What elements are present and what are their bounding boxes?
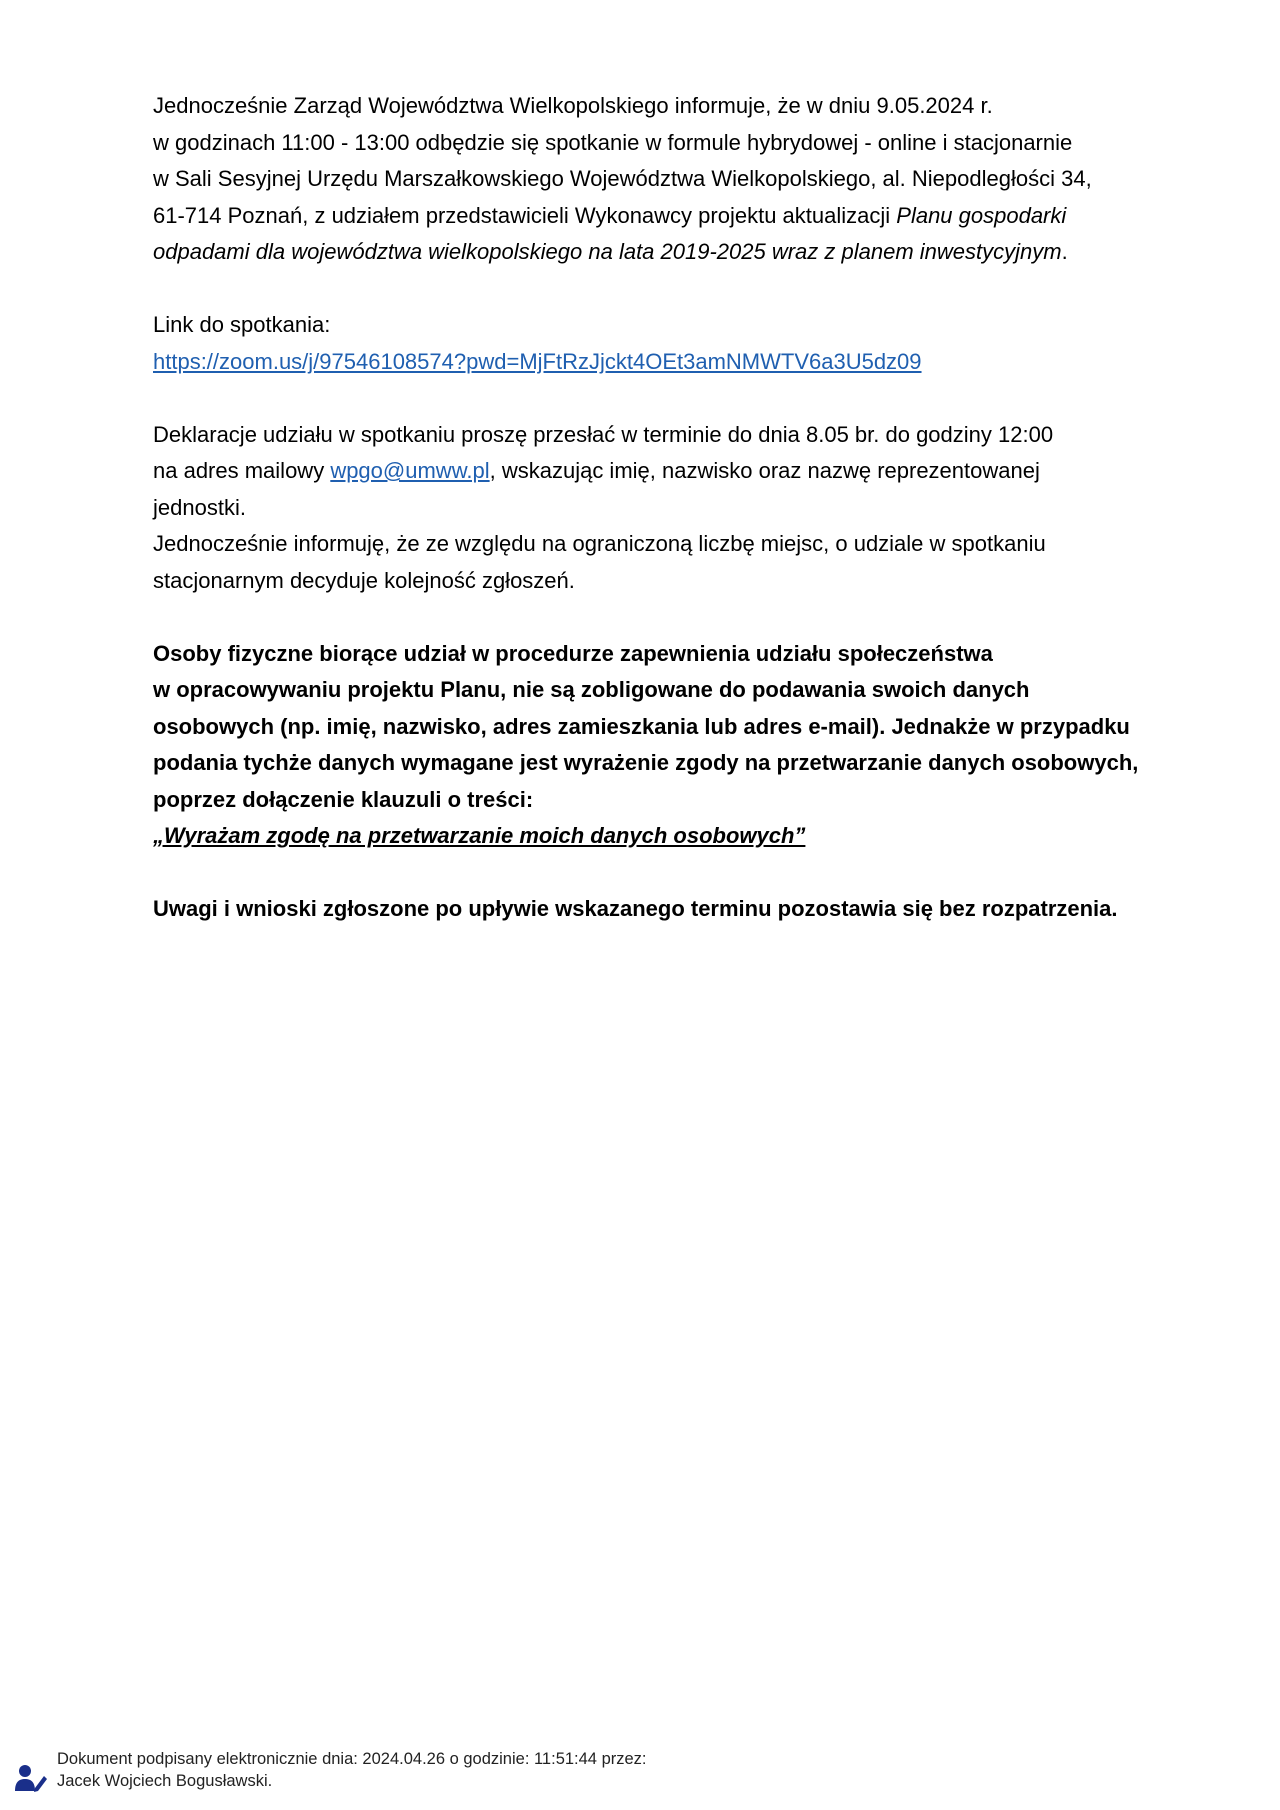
text-line: Jednocześnie informuję, że ze względu na ograniczoną liczbę miejsc, o udziale w spotkaniu	[153, 531, 1046, 556]
spacer	[153, 599, 1173, 636]
text-line: jednostki.	[153, 494, 246, 520]
plan-title-italic: odpadami dla województwa wielkopolskiego na lata 2019-2025 wraz z planem inwestycyjnym	[153, 239, 1062, 264]
spacer	[153, 271, 1173, 308]
meeting-announcement-paragraph	[153, 88, 1173, 271]
plan-title-italic: Planu gospodarki	[896, 202, 1067, 228]
text-line	[153, 234, 1173, 271]
text-line: w opracowywaniu projektu Planu, nie są zobligowane do podawania swoich danych	[153, 677, 1030, 702]
text-segment: , wskazując imię, nazwisko oraz nazwę reprezentowanej	[489, 458, 1040, 483]
text-line: w Sali Sesyjnej Urzędu Marszałkowskiego Województwa Wielkopolskiego, al. Niepodległości 34,	[153, 166, 1092, 191]
text-segment: na adres mailowy	[153, 458, 331, 483]
text-line: osobowych (np. imię, nazwisko, adres zamieszkania lub adres e-mail). Jednakże w przypadku	[153, 713, 1130, 739]
text-line: stacjonarnym decyduje kolejność zgłoszeń.	[153, 567, 575, 593]
electronic-signature-footer	[14, 1748, 774, 1798]
spacer	[153, 380, 1173, 417]
meeting-link-label: Link do spotkania:	[153, 312, 331, 337]
text-segment: 61-714 Poznań, z udziałem przedstawicieli Wykonawcy projektu aktualizacji	[153, 202, 897, 228]
text-line: poprzez dołączenie klauzuli o treści:	[153, 786, 534, 812]
text-line: w godzinach 11:00 - 13:00 odbędzie się spotkanie w formule hybrydowej - online i stacjonarnie	[153, 129, 1073, 155]
meeting-link-section	[153, 307, 1173, 380]
declaration-paragraph	[153, 417, 1173, 600]
text-line: podania tychże danych wymagane jest wyrażenie zgody na przetwarzanie danych osobowych,	[153, 750, 1139, 775]
spacer	[153, 855, 1173, 892]
email-link[interactable]: wpgo@umww.pl	[330, 458, 490, 483]
signature-info	[57, 1748, 647, 1792]
text-line: Deklaracje udziału w spotkaniu proszę przesłać w terminie do dnia 8.05 br. do godziny 12:00	[153, 421, 1054, 447]
text-line: Osoby fizyczne biorące udział w procedurze zapewnienia udziału społeczeństwa	[153, 640, 993, 666]
deadline-notice: Uwagi i wnioski zgłoszone po upływie wskazanego terminu pozostawia się bez rozpatrzenia.	[153, 896, 1118, 921]
text-line: Jednocześnie Zarząd Województwa Wielkopolskiego informuje, że w dniu 9.05.2024 r.	[153, 93, 993, 118]
text-line	[153, 198, 1173, 235]
privacy-paragraph	[153, 636, 1173, 855]
text-line	[153, 453, 1173, 490]
signature-person-icon	[14, 1762, 48, 1794]
zoom-meeting-link[interactable]: https://zoom.us/j/97546108574?pwd=MjFtRzJjckt4OEt3amNMWTV6a3U5dz09	[153, 348, 922, 374]
document-body	[153, 88, 1173, 928]
consent-clause: „Wyrażam zgodę na przetwarzanie moich danych osobowych”	[153, 823, 806, 848]
signer-name: Jacek Wojciech Bogusławski.	[57, 1772, 273, 1790]
signature-date-line: Dokument podpisany elektronicznie dnia: 2024.04.26 o godzinie: 11:51:44 przez:	[57, 1750, 647, 1768]
text-segment: .	[1061, 239, 1068, 264]
